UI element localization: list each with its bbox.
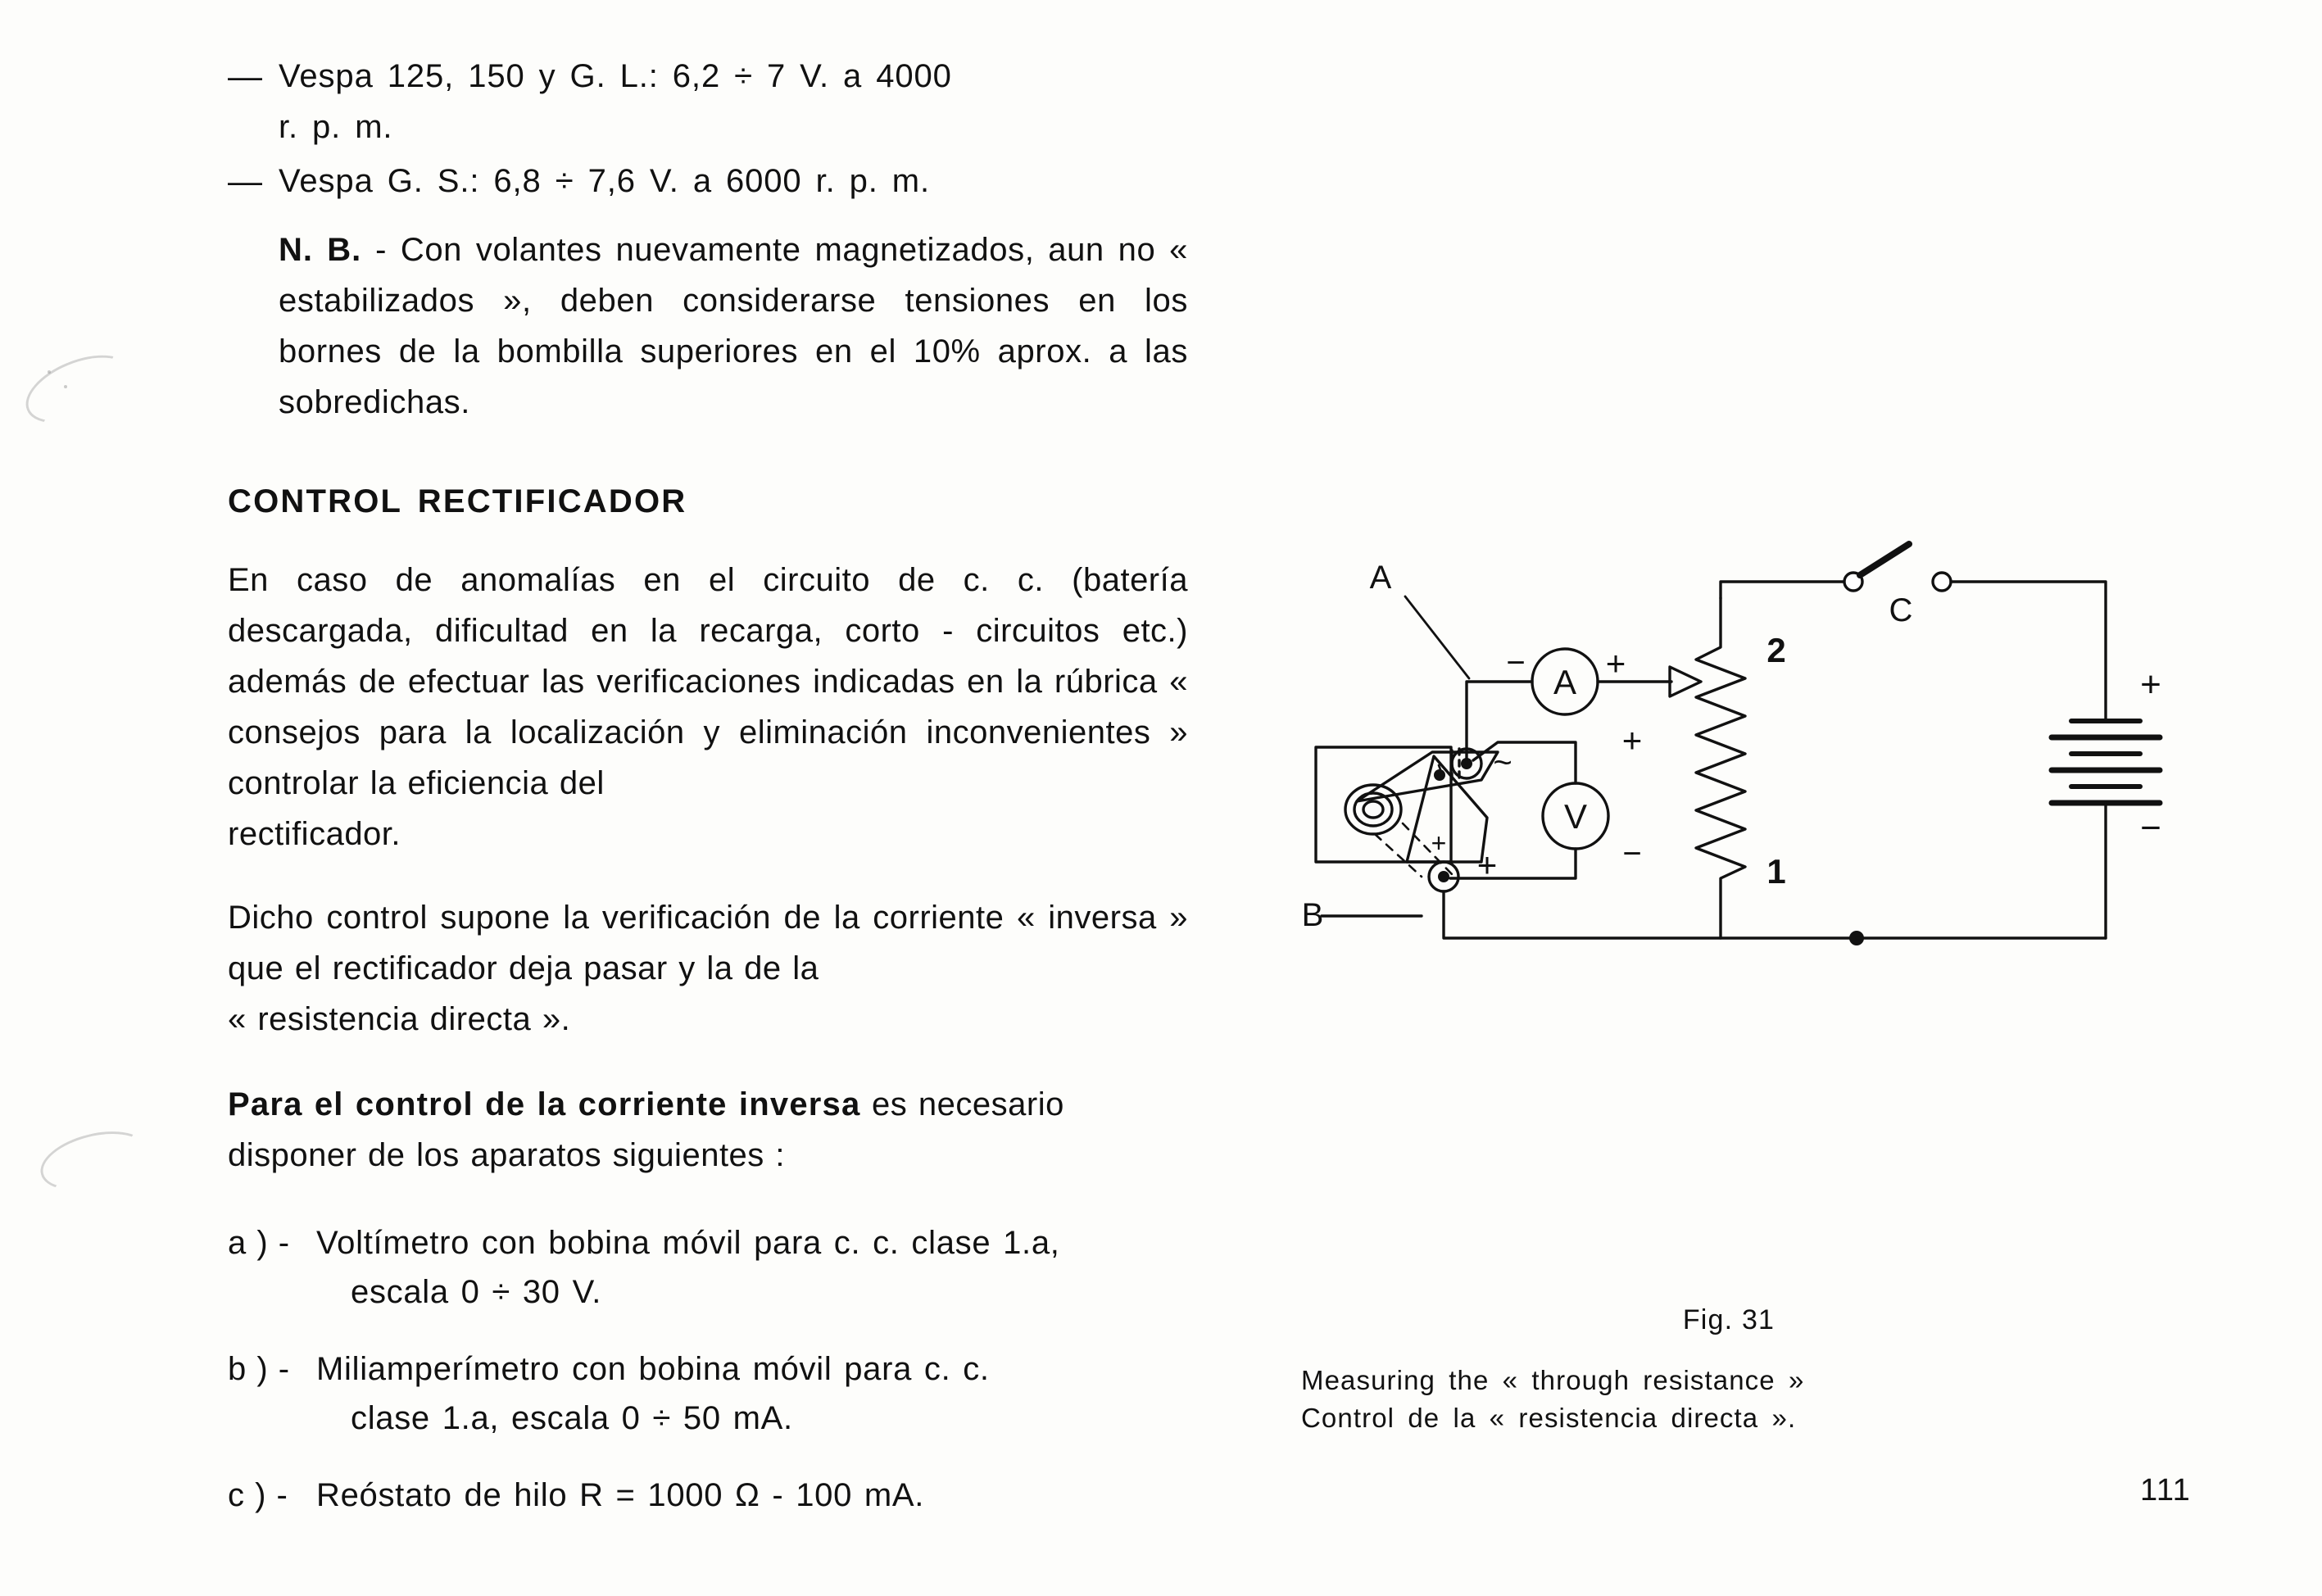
circuit-diagram-figure: [1278, 492, 2245, 1065]
scan-artifact-top: [16, 342, 141, 437]
list-item: [228, 1218, 1188, 1317]
voltage-line-1: Vespa 125, 150 y G. L.: 6,2 ÷ 7 V. a 4000: [279, 58, 952, 94]
list-item-line-1: Voltímetro con bobina móvil para c. c. clase 1.a,: [316, 1225, 1060, 1261]
list-item: [228, 1344, 1188, 1443]
list-item-line-1: Miliamperímetro con bobina móvil para c. c.: [316, 1351, 990, 1387]
label-rheostat-top: 2: [1766, 631, 1786, 669]
list-item-line-1: Reóstato de hilo R = 1000 Ω - 100 mA.: [316, 1477, 925, 1513]
label-battery-minus: −: [2140, 808, 2161, 848]
wire-b-to-bottom-rail: [1444, 891, 1857, 938]
list-item-text: [316, 1218, 1188, 1317]
coil-ring-inner: [1363, 801, 1383, 818]
requirement-rest-text: es necesario: [860, 1086, 1064, 1122]
dash-icon: —: [228, 161, 261, 200]
rheostat-zigzag: [1696, 598, 1745, 938]
switch-contact-right: [1933, 573, 1951, 591]
scan-artifact-bottom: [34, 1122, 154, 1200]
label-ammeter-minus: −: [1506, 645, 1526, 681]
label-rectifier-plus-inner: +: [1431, 828, 1447, 858]
intro-paragraph-last-line: rectificador.: [228, 816, 401, 852]
switch-blade: [1860, 544, 1909, 575]
list-item: [228, 1471, 1188, 1520]
coil-leader-dashed: [1375, 834, 1422, 877]
note-paragraph: [228, 224, 1188, 428]
control-paragraph-last-line: « resistencia directa ».: [228, 1001, 571, 1037]
figure-caption: [1301, 1362, 2252, 1437]
list-item-marker: a ) -: [228, 1225, 291, 1261]
label-rectifier-ac: ~: [1493, 745, 1512, 781]
label-terminal-a: A: [1369, 560, 1392, 596]
voltage-line-2: r. p. m.: [279, 109, 393, 145]
dash-icon: —: [228, 57, 261, 95]
rheostat-wiper-arrow: [1670, 667, 1701, 696]
requirement-bold-text: Para el control de la corriente inversa: [228, 1086, 861, 1122]
requirement-paragraph: [228, 1079, 1188, 1181]
list-item-text: [316, 1471, 1188, 1520]
label-voltmeter: V: [1563, 797, 1588, 836]
scan-speck: [64, 385, 67, 388]
label-a-leader: [1405, 596, 1469, 678]
text-column: [228, 51, 1188, 1548]
rectifier-plate-bottom: [1407, 756, 1487, 862]
wire-switch-to-battery: [1951, 582, 2106, 719]
circuit-diagram-svg: [1278, 492, 2245, 1065]
page-number: 111: [2140, 1473, 2192, 1508]
control-paragraph-text: Dicho control supone la verificación de la corriente « inversa » que el rectificador deja pasar y la de la: [228, 900, 1188, 986]
dc-terminal-dot: [1438, 871, 1449, 882]
label-battery-plus: +: [2140, 664, 2161, 705]
requirement-line-2: disponer de los aparatos siguientes :: [228, 1137, 786, 1173]
figure-number: Fig. 31: [1682, 1304, 1776, 1335]
rectifier-screw-dot: [1434, 769, 1445, 781]
list-item-line-2: escala 0 ÷ 30 V.: [351, 1274, 602, 1310]
figure-caption-spanish: Control de la « resistencia directa ».: [1301, 1403, 1797, 1433]
scan-speck: [48, 370, 51, 374]
label-terminal-b: B: [1301, 897, 1324, 933]
wire-rheostat-to-switch: [1721, 582, 1844, 598]
label-voltmeter-minus: −: [1622, 836, 1642, 872]
voltage-line-1: Vespa G. S.: 6,8 ÷ 7,6 V. a 6000 r. p. m.: [279, 163, 931, 199]
label-rheostat-bottom: 1: [1766, 852, 1786, 891]
control-paragraph: [228, 892, 1188, 1045]
section-heading: CONTROL RECTIFICADOR: [228, 483, 687, 519]
intro-paragraph: [228, 555, 1188, 859]
label-voltmeter-plus: +: [1621, 721, 1643, 759]
label-ammeter: A: [1553, 663, 1577, 701]
label-switch-c: C: [1889, 592, 1913, 628]
label-rectifier-plus-outer: +: [1476, 846, 1498, 884]
list-item-marker: b ) -: [228, 1351, 291, 1387]
wire-voltmeter-top: [1473, 742, 1576, 783]
apparatus-list: [228, 1218, 1188, 1520]
voltage-list-item: [228, 51, 1188, 152]
list-item-line-2: clase 1.a, escala 0 ÷ 50 mA.: [351, 1400, 793, 1436]
intro-paragraph-text: En caso de anomalías en el circuito de c. c. (batería descargada, dificultad en la recarga, corto - circuitos etc.) además de efectuar las verificaciones indicadas en la rúbrica « consejos para la localización y eliminación inconvenientes » controlar la eficiencia del: [228, 562, 1188, 801]
note-text: - Con volantes nuevamente magnetizados, aun no « estabilizados », deben considerarse tensiones en los bornes de la bombilla superiores en el 10% aprox. a las sobredichas.: [279, 232, 1188, 420]
list-item-marker: c ) -: [228, 1477, 288, 1513]
list-item-text: [316, 1344, 1188, 1443]
voltage-list-text: [279, 156, 1188, 206]
voltage-list-text: [279, 51, 1188, 152]
note-label: N. B.: [279, 232, 362, 268]
voltage-list-item: [228, 156, 1188, 206]
label-ammeter-plus: +: [1605, 644, 1626, 682]
wire-voltmeter-bottom: [1450, 849, 1576, 878]
figure-caption-english: Measuring the « through resistance »: [1301, 1365, 1805, 1395]
